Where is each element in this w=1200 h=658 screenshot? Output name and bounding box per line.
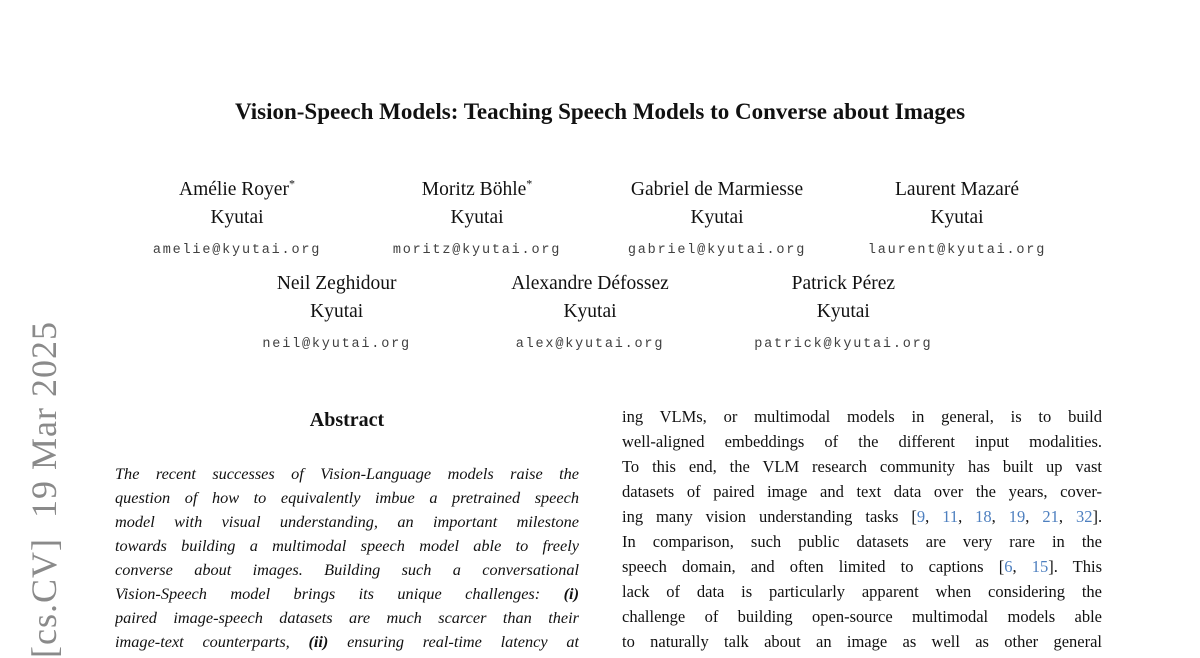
author-affiliation: Kyutai xyxy=(450,207,504,228)
author-name: Gabriel de Marmiesse xyxy=(630,179,804,200)
authors-row-1 xyxy=(117,178,1077,258)
author-email: neil@kyutai.org xyxy=(262,337,411,352)
text-line: In comparison, such public datasets are very rare in the xyxy=(622,532,1102,551)
author-affiliation: Kyutai xyxy=(310,301,364,322)
author-affiliation: Kyutai xyxy=(563,301,617,322)
author-block xyxy=(717,272,970,352)
text-line: paired image-speech datasets are much scarcer than their xyxy=(115,608,579,627)
author-affiliation: Kyutai xyxy=(930,207,984,228)
author-name: Laurent Mazaré xyxy=(895,179,1019,200)
paper-title: Vision-Speech Models: Teaching Speech Models to Converse about Images xyxy=(234,99,966,124)
author-affiliation: Kyutai xyxy=(210,207,264,228)
text-line: towards building a multimodal speech model able to freely xyxy=(115,536,579,555)
text-line: Vision-Speech model brings its unique challenges: (i) xyxy=(115,584,579,603)
author-name: Amélie Royer* xyxy=(179,176,295,200)
right-column xyxy=(622,404,1102,654)
authors-row-2 xyxy=(210,272,970,352)
citation-link[interactable]: 6 xyxy=(1004,557,1013,576)
author-block xyxy=(597,178,837,258)
text-line: datasets of paired image and text data over the years, cover- xyxy=(622,482,1102,501)
text-line: to naturally talk about an image as well as other general xyxy=(622,632,1102,651)
text-line: lack of data is particularly apparent when considering the xyxy=(622,582,1102,601)
author-name: Neil Zeghidour xyxy=(276,273,397,294)
author-name: Alexandre Défossez xyxy=(511,273,669,294)
citation-link[interactable]: 32 xyxy=(1075,507,1093,526)
author-affiliation: Kyutai xyxy=(816,301,870,322)
text-line: The recent successes of Vision-Language models raise the xyxy=(115,464,579,483)
citation-link[interactable]: 9 xyxy=(916,507,926,526)
author-email: gabriel@kyutai.org xyxy=(627,243,807,258)
citation-link[interactable]: 15 xyxy=(1031,557,1049,576)
author-block xyxy=(837,178,1077,258)
text-line: challenge of building open-source multimodal models able xyxy=(622,607,1102,626)
text-line: ing many vision understanding tasks [9, 11, 18, 19, 21, 32]. xyxy=(622,507,1102,526)
text-line: question of how to equivalently imbue a pretrained speech xyxy=(115,488,579,507)
author-block xyxy=(463,272,716,352)
arxiv-watermark: [cs.CV] 19 Mar 2025 xyxy=(24,321,64,658)
author-name: Moritz Böhle* xyxy=(421,176,533,200)
text-line: model with visual understanding, an important milestone xyxy=(115,512,579,531)
text-line: converse about images. Building such a conversational xyxy=(115,560,579,579)
author-email: patrick@kyutai.org xyxy=(754,337,933,352)
text-line: image-text counterparts, (ii) ensuring real-time latency at xyxy=(115,632,579,651)
citation-link[interactable]: 21 xyxy=(1042,507,1059,526)
author-name: Patrick Pérez xyxy=(791,273,896,294)
footnote-asterisk: * xyxy=(288,176,295,191)
author-email: laurent@kyutai.org xyxy=(867,243,1047,258)
author-block xyxy=(210,272,463,352)
author-email: amelie@kyutai.org xyxy=(152,243,322,258)
text-line: well-aligned embeddings of the different input modalities. xyxy=(622,432,1102,451)
author-affiliation: Kyutai xyxy=(690,207,744,228)
author-block xyxy=(357,178,597,258)
text-line: ing VLMs, or multimodal models in general, is to build xyxy=(622,407,1102,426)
citation-link[interactable]: 19 xyxy=(1008,507,1026,526)
left-column xyxy=(115,408,579,654)
author-block xyxy=(117,178,357,258)
abstract-body xyxy=(115,462,579,654)
citation-link[interactable]: 18 xyxy=(975,507,992,526)
abstract-heading: Abstract xyxy=(309,409,385,431)
text-line: speech domain, and often limited to captions [6, 15]. This xyxy=(622,557,1102,576)
footnote-asterisk: * xyxy=(526,176,533,191)
text-line: To this end, the VLM research community has built up vast xyxy=(622,457,1102,476)
author-email: moritz@kyutai.org xyxy=(392,243,562,258)
citation-link[interactable]: 11 xyxy=(942,507,959,526)
author-email: alex@kyutai.org xyxy=(515,337,665,352)
